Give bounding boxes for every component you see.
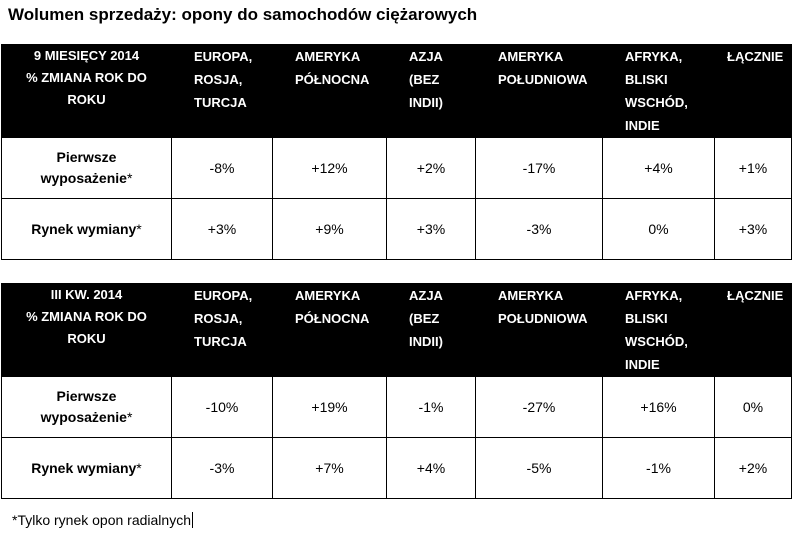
table-row [2, 138, 792, 199]
table-row [2, 438, 792, 499]
table-cell: +16% [603, 377, 715, 438]
text-cursor [192, 512, 193, 528]
table-row [2, 377, 792, 438]
row-label-original-equipment: Pierwsze wyposażenie* [2, 138, 172, 199]
table-header-row [2, 284, 792, 377]
table-cell: +1% [715, 138, 792, 199]
column-header-africa-middle-east-india: AFRYKA, BLISKI WSCHÓD, INDIE [603, 284, 715, 377]
period-sublabel: ROKU [67, 92, 106, 107]
table-cell: -3% [476, 199, 603, 260]
table-cell: +9% [273, 199, 387, 260]
footnote-text: *Tylko rynek opon radialnych [12, 512, 191, 528]
table-cell: +12% [273, 138, 387, 199]
period-sublabel: % ZMIANA ROK DO [26, 309, 147, 324]
table-header-row [2, 45, 792, 138]
period-sublabel: % ZMIANA ROK DO [26, 70, 147, 85]
table-cell: -1% [603, 438, 715, 499]
column-header-north-america: AMERYKA PÓŁNOCNA [273, 284, 387, 377]
column-header-south-america: AMERYKA POŁUDNIOWA [476, 45, 603, 138]
table-cell: -3% [172, 438, 273, 499]
column-header-south-america: AMERYKA POŁUDNIOWA [476, 284, 603, 377]
table-row [2, 199, 792, 260]
table-cell: -27% [476, 377, 603, 438]
table-cell: +3% [715, 199, 792, 260]
table-cell: +2% [715, 438, 792, 499]
period-label: 9 MIESIĘCY 2014 [33, 48, 140, 63]
row-label-replacement-market: Rynek wymiany* [2, 199, 172, 260]
table-cell: 0% [603, 199, 715, 260]
table-cell: +4% [603, 138, 715, 199]
column-header-total: ŁĄCZNIE [715, 45, 792, 138]
sales-table-q3 [1, 283, 792, 499]
row-label-original-equipment: Pierwsze wyposażenie* [2, 377, 172, 438]
table-cell: -17% [476, 138, 603, 199]
period-sublabel: ROKU [67, 331, 106, 346]
period-label: III KW. 2014 [50, 287, 123, 302]
page-title: Wolumen sprzedaży: opony do samochodów ciężarowych [8, 5, 478, 24]
table-cell: +3% [387, 199, 476, 260]
column-header-asia: AZJA (BEZ INDII) [387, 45, 476, 138]
column-header-europe: EUROPA, ROSJA, TURCJA [172, 284, 273, 377]
table-cell: +19% [273, 377, 387, 438]
column-header-north-america: AMERYKA PÓŁNOCNA [273, 45, 387, 138]
period-header [2, 45, 172, 138]
table-cell: +3% [172, 199, 273, 260]
table-cell: +2% [387, 138, 476, 199]
table-cell: -1% [387, 377, 476, 438]
table-cell: +7% [273, 438, 387, 499]
table-cell: +4% [387, 438, 476, 499]
column-header-total: ŁĄCZNIE [715, 284, 792, 377]
sales-table-9-months [1, 44, 792, 260]
row-label-replacement-market: Rynek wymiany* [2, 438, 172, 499]
column-header-africa-middle-east-india: AFRYKA, BLISKI WSCHÓD, INDIE [603, 45, 715, 138]
footnote [12, 512, 193, 528]
period-header [2, 284, 172, 377]
table-cell: -10% [172, 377, 273, 438]
column-header-europe: EUROPA, ROSJA, TURCJA [172, 45, 273, 138]
table-cell: -8% [172, 138, 273, 199]
table-cell: 0% [715, 377, 792, 438]
table-cell: -5% [476, 438, 603, 499]
column-header-asia: AZJA (BEZ INDII) [387, 284, 476, 377]
